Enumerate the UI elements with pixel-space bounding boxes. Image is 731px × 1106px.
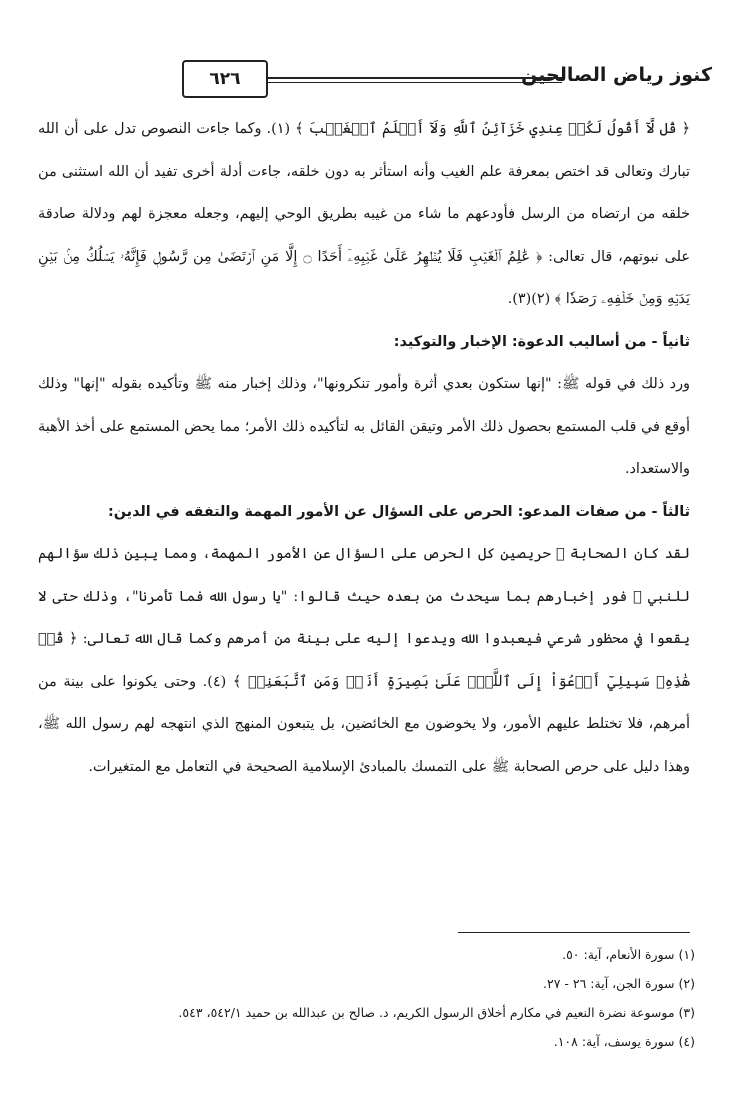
subheading-3: ثالثاً - من صفات المدعو: الحرص على السؤال عن الأمور المهمة والتفقه في الدين: bbox=[107, 503, 690, 520]
footnote-3: (٣) موسوعة نضرة النعيم في مكارم أخلاق الرسول الكريم، د. صالح بن عبدالله بن حميد ٥٤٢/١، ٥٤٣. bbox=[178, 1005, 695, 1020]
footnotes bbox=[25, 940, 695, 1056]
footnote-2: (٢) سورة الجن، آية: ٢٦ - ٢٧. bbox=[543, 976, 695, 991]
footnote-4: (٤) سورة يوسف، آية: ١٠٨. bbox=[553, 1034, 695, 1049]
book-title: كنوز رياض الصالحين bbox=[521, 64, 712, 86]
subheading-2: ثانياً - من أساليب الدعوة: الإخبار والتوكيد: bbox=[393, 333, 690, 350]
paragraph-2: ورد ذلك في قوله ﷺ: "إنها ستكون بعدي أثرة وأمور تنكرونها"، وذلك إخبار منه ﷺ وتأكيده بقوله "إنها" وذلك أوقع في قلب المستمع بحصول ذلك الأمر وتيقن القائل به لتأكيده ذلك الأمر؛ مما يحض المستمع على أخذ الأهبة والاستعداد. bbox=[38, 376, 690, 477]
page-header bbox=[22, 60, 712, 100]
paragraph-1: ﴿ قُل لَّآ أَقُولُ لَكُمۡ عِندِي خَزَآئِنُ ٱللَّهِ وَلَآ أَعۡلَمُ ٱلۡغَيۡبَ ﴾ (١). وكما جاءت النصوص تدل على أن الله تبارك وتعالى قد اختص بمعرفة علم الغيب وأنه استأثر به دون خلقه، جاءت أدلة أخرى تفيد أن الله استثنى من خلقه من ارتضاه من الرسل فأودعهم ما شاء من غيبه بطريق الوحي إليهم، وجعله معجزة لهم ودلالة صادقة على نبوتهم، قال تعالى: ﴿ عَٰلِمُ ٱلۡغَيۡبِ فَلَا يُظۡهِرُ عَلَىٰ غَيۡبِهِۦٓ أَحَدًا ۝ إِلَّا مَنِ ٱرۡتَضَىٰ مِن رَّسُولٖ فَإِنَّهُۥ يَسۡلُكُ مِنۢ بَيۡنِ يَدَيۡهِ وَمِنۡ خَلۡفِهِۦ رَصَدٗا ﴾ (٢)(٣). bbox=[38, 121, 691, 307]
footnote-1: (١) سورة الأنعام، آية: ٥٠. bbox=[562, 947, 695, 962]
page-number: ٦٢٦ bbox=[182, 60, 268, 98]
paragraph-3: لقد كان الصحابة ﷺ حريصين كل الحرص على السؤال عن الأمور المهمة، ومما يبين ذلك سؤالهم للنبي ﷺ فور إخبارهم بما سيحدث من بعده حيث قالوا: "يا رسول الله فما تأمرنا"، وذلك حتى لا يقعوا في محظور شرعي فيعبدوا الله ويدعوا إليه على بينة من أمرهم وكما قال الله تعالى: ﴿ قُلۡ هَٰذِهِۦ سَبِيلِيٓ أَدۡعُوٓاْ إِلَى ٱللَّهِۚ عَلَىٰ بَصِيرَةٍ أَنَا۠ وَمَنِ ٱتَّبَعَنِيۖ ﴾ (٤). وحتى يكونوا على بينة من أمرهم، فلا تختلط عليهم الأمور، ولا يخوضون مع الخائضين، بل يتبعون المنهج الذي انتهجه لهم رسول الله ﷺ، وهذا دليل على حرص الصحابة ﷺ على التمسك بالمبادئ الإسلامية الصحيحة في التعامل مع المتغيرات. bbox=[38, 546, 691, 775]
footnote-divider bbox=[458, 932, 690, 933]
main-text bbox=[38, 108, 690, 788]
